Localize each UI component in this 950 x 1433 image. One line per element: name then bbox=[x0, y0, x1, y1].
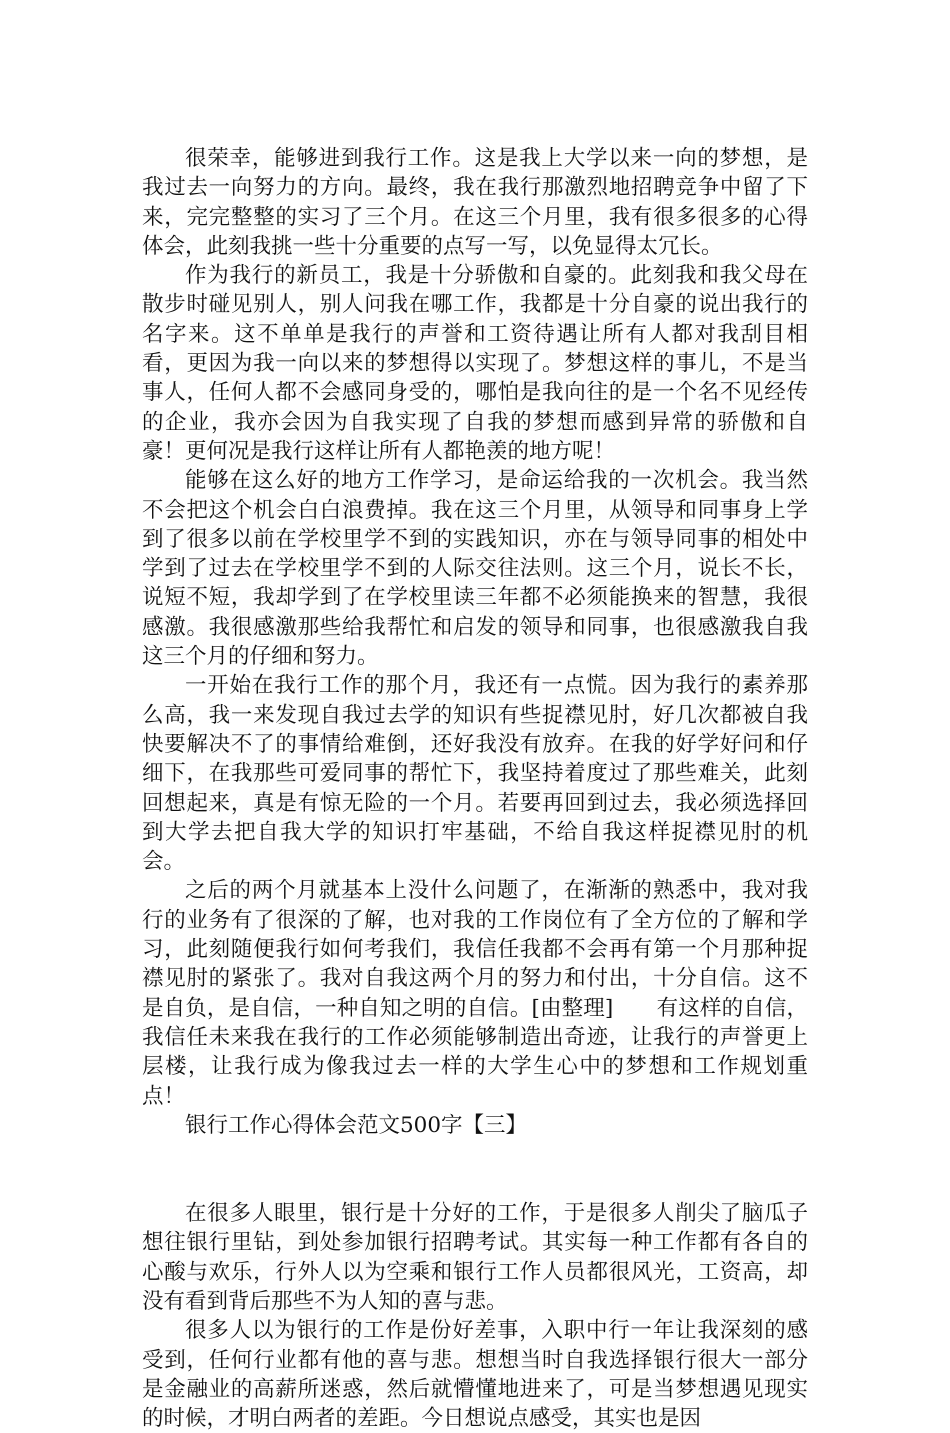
paragraph-5: 之后的两个月就基本上没什么问题了，在渐渐的熟悉中，我对我行的业务有了很深的了解，也对我的工作岗位有了全方位的了解和学习，此刻随便我行如何考我们，我信任我都不会再有第一个月那种捉襟见肘的紧张了。我对自我这两个月的努力和付出，十分自信。这不是自负，是自信，一种自知之明的自信。[由整理] 有这样的自信，我信任未来我在我行的工作必须能够制造出奇迹，让我行的声誉更上层楼，让我行成为像我过去一样的大学生心中的梦想和工作规划重点！ bbox=[142, 878, 808, 1109]
paragraph-7: 很多人以为银行的工作是份好差事，入职中行一年让我深刻的感受到，任何行业都有他的喜与悲。想想当时自我选择银行很大一部分是金融业的高薪所迷惑，然后就懵懂地进来了，可是当梦想遇见现实的时候，才明白两者的差距。今日想说点感受，其实也是因 bbox=[142, 1318, 808, 1432]
section-heading: 银行工作心得体会范文500字【三】 bbox=[185, 1112, 528, 1138]
paragraph-6: 在很多人眼里，银行是十分好的工作，于是很多人削尖了脑瓜子想往银行里钻，到处参加银行招聘考试。其实每一种工作都有各自的心酸与欢乐，行外人以为空乘和银行工作人员都很风光，工资高，却没有看到背后那些不为人知的喜与悲。 bbox=[142, 1201, 808, 1314]
paragraph-3: 能够在这么好的地方工作学习，是命运给我的一次机会。我当然不会把这个机会白白浪费掉。我在这三个月里，从领导和同事身上学到了很多以前在学校里学不到的实践知识，亦在与领导同事的相处中学到了过去在学校里学不到的人际交往法则。这三个月，说长不长，说短不短，我却学到了在学校里读三年都不必须能换来的智慧，我很感激。我很感激那些给我帮忙和启发的领导和同事，也很感激我自我这三个月的仔细和努力。 bbox=[142, 468, 808, 670]
paragraph-1: 很荣幸，能够进到我行工作。这是我上大学以来一向的梦想，是我过去一向努力的方向。最终，我在我行那激烈地招聘竞争中留了下来，完完整整的实习了三个月。在这三个月里，我有很多很多的心得体会，此刻我挑一些十分重要的点写一写，以免显得太冗长。 bbox=[142, 146, 808, 259]
document-page bbox=[142, 144, 808, 1433]
paragraph-4: 一开始在我行工作的那个月，我还有一点慌。因为我行的素养那么高，我一来发现自我过去学的知识有些捉襟见肘，好几次都被自我快要解决不了的事情给难倒，还好我没有放弃。在我的好学好问和仔细下，在我那些可爱同事的帮忙下，我坚持着度过了那些难关，此刻回想起来，真是有惊无险的一个月。若要再回到过去，我必须选择回到大学去把自我大学的知识打牢基础，不给自我这样捉襟见肘的机会。 bbox=[142, 673, 808, 875]
blank-gap bbox=[142, 1140, 808, 1199]
paragraph-2: 作为我行的新员工，我是十分骄傲和自豪的。此刻我和我父母在散步时碰见别人，别人问我在哪工作，我都是十分自豪的说出我行的名字来。这不单单是我行的声誉和工资待遇让所有人都对我刮目相看，更因为我一向以来的梦想得以实现了。梦想这样的事儿，不是当事人，任何人都不会感同身受的，哪怕是我向往的是一个名不见经传的企业，我亦会因为自我实现了自我的梦想而感到异常的骄傲和自豪！更何况是我行这样让所有人都艳羡的地方呢！ bbox=[142, 263, 808, 464]
